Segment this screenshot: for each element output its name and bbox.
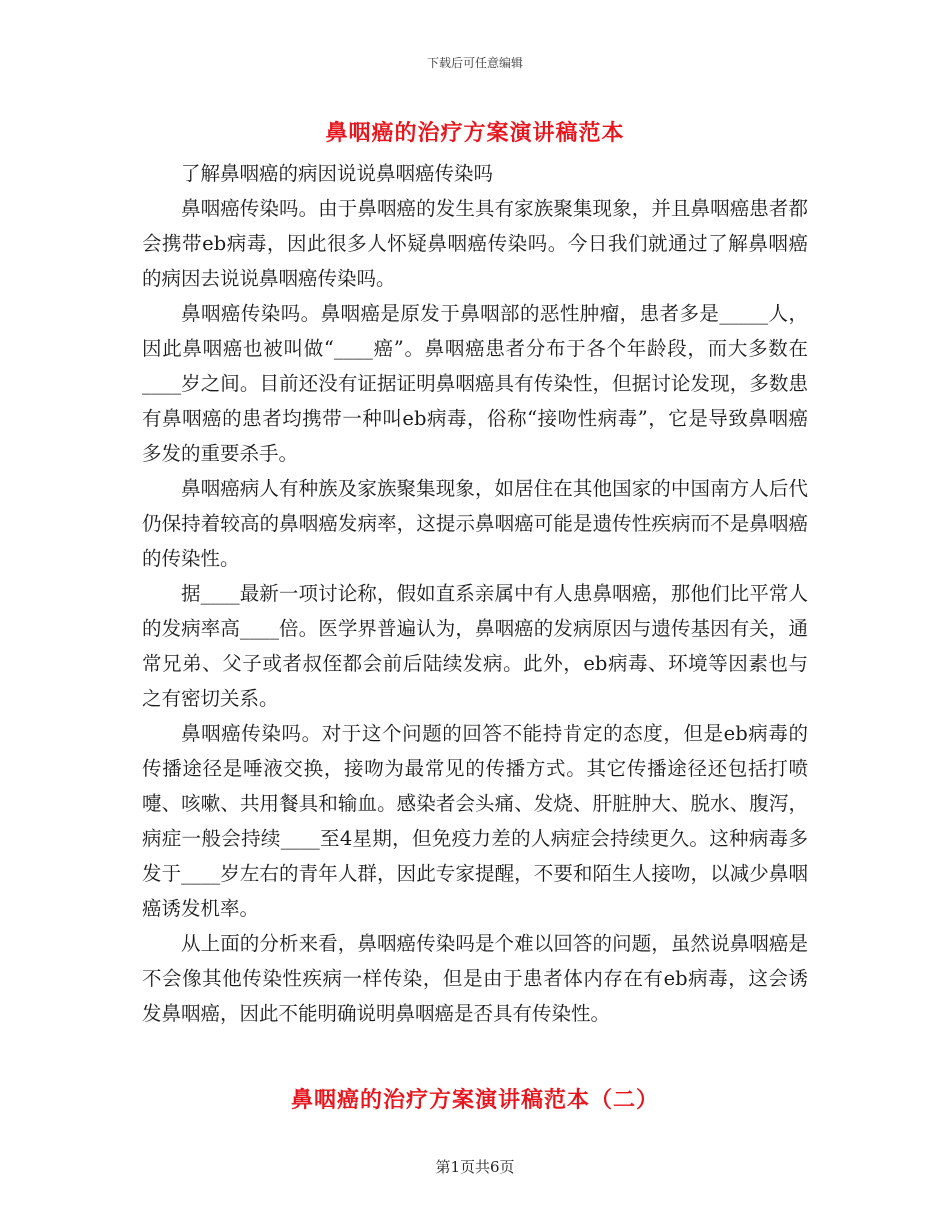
document-body (142, 156, 808, 1031)
paragraph: 鼻咽癌传染吗。由于鼻咽癌的发生具有家族聚集现象，并且鼻咽癌患者都会携带eb病毒，因此很多人怀疑鼻咽癌传染吗。今日我们就通过了解鼻咽癌的病因去说说鼻咽癌传染吗。 (142, 197, 808, 290)
page-header-note: 下载后可任意编辑 (426, 56, 523, 70)
page-number: 第1页共6页 (435, 1158, 515, 1176)
paragraph: 据____最新一项讨论称，假如直系亲属中有人患鼻咽癌，那他们比平常人的发病率高____倍。医学界普遍认为，鼻咽癌的发病原因与遗传基因有关，通常兄弟、父子或者叔侄都会前后陆续发病。此外，eb病毒、环境等因素也与之有密切关系。 (142, 582, 808, 710)
paragraph: 鼻咽癌传染吗。鼻咽癌是原发于鼻咽部的恶性肿瘤，患者多是_____人，因此鼻咽癌也被叫做“____癌”。鼻咽癌患者分布于各个年龄段，而大多数在____岁之间。目前还没有证据证明鼻咽癌具有传染性，但据讨论发现，多数患有鼻咽癌的患者均携带一种叫eb病毒，俗称“接吻性病毒”，它是导致鼻咽癌多发的重要杀手。 (142, 302, 808, 465)
next-section-title: 鼻咽癌的治疗方案演讲稿范本（二） (290, 1087, 659, 1113)
paragraph-intro: 了解鼻咽癌的病因说说鼻咽癌传染吗 (181, 162, 494, 185)
paragraph: 鼻咽癌传染吗。对于这个问题的回答不能持肯定的态度，但是eb病毒的传播途径是唾液交换，接吻为最常见的传播方式。其它传播途径还包括打喷嚏、咳嗽、共用餐具和输血。感染者会头痛、发烧、肝脏肿大、脱水、腹泻，病症一般会持续____至4星期，但免疫力差的人病症会持续更久。这种病毒多发于____岁左右的青年人群，因此专家提醒，不要和陌生人接吻，以减少鼻咽癌诱发机率。 (142, 722, 808, 920)
document-title: 鼻咽癌的治疗方案演讲稿范本 (325, 120, 625, 146)
paragraph: 从上面的分析来看，鼻咽癌传染吗是个难以回答的问题，虽然说鼻咽癌是不会像其他传染性疾病一样传染，但是由于患者体内存在有eb病毒，这会诱发鼻咽癌，因此不能明确说明鼻咽癌是否具有传染性。 (142, 932, 808, 1025)
paragraph: 鼻咽癌病人有种族及家族聚集现象，如居住在其他国家的中国南方人后代仍保持着较高的鼻咽癌发病率，这提示鼻咽癌可能是遗传性疾病而不是鼻咽癌的传染性。 (142, 477, 808, 570)
